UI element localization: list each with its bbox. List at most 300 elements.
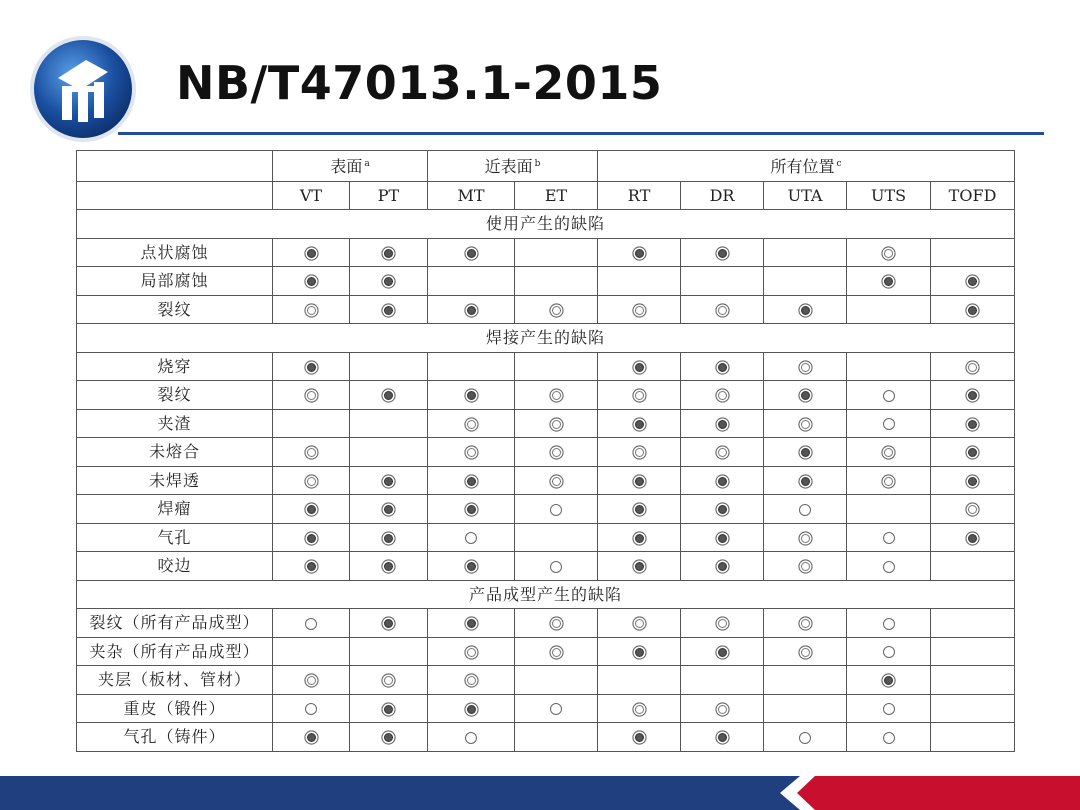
defect-label: 重皮（锻件） — [77, 694, 273, 723]
method-header: UTA — [764, 181, 847, 210]
mark-cell — [515, 381, 598, 410]
method-header-row — [77, 181, 1015, 210]
filled-dot-icon — [307, 534, 316, 543]
mark-cell — [350, 352, 428, 381]
mark-cell — [764, 694, 847, 723]
mark-cell — [847, 267, 931, 296]
filled-dot-icon — [801, 448, 810, 457]
mark-cell — [764, 352, 847, 381]
mark-cell — [681, 694, 764, 723]
filled-dot-icon — [635, 420, 644, 429]
mark-cell — [931, 637, 1015, 666]
mark-cell — [931, 523, 1015, 552]
group-header-surface: 表面 $^a$ — [273, 151, 428, 182]
title-rule — [118, 132, 1044, 135]
mark-cell — [598, 238, 681, 267]
mark-cell — [273, 523, 350, 552]
open-circle-icon — [883, 532, 895, 544]
double-circle-icon — [552, 448, 561, 457]
mark-cell — [764, 381, 847, 410]
open-circle-icon — [883, 646, 895, 658]
double-circle-icon — [801, 648, 810, 657]
filled-dot-icon — [307, 562, 316, 571]
section-title: 产品成型产生的缺陷 — [77, 580, 1015, 609]
mark-cell — [764, 552, 847, 581]
mark-cell — [931, 495, 1015, 524]
double-circle-icon — [718, 619, 727, 628]
filled-dot-icon — [718, 505, 727, 514]
filled-dot-icon — [307, 505, 316, 514]
filled-dot-icon — [801, 477, 810, 486]
mark-cell — [273, 552, 350, 581]
filled-dot-icon — [968, 477, 977, 486]
section-title: 使用产生的缺陷 — [77, 210, 1015, 239]
open-circle-icon — [883, 390, 895, 402]
filled-dot-icon — [968, 534, 977, 543]
defect-label: 未熔合 — [77, 438, 273, 467]
group-header-near-surface: 近表面 $^b$ — [428, 151, 598, 182]
mark-cell — [847, 466, 931, 495]
double-circle-icon — [635, 619, 644, 628]
mark-cell — [598, 295, 681, 324]
mark-cell — [273, 438, 350, 467]
open-circle-icon — [883, 703, 895, 715]
double-circle-icon — [884, 249, 893, 258]
corner-cell — [77, 181, 273, 210]
double-circle-icon — [384, 676, 393, 685]
mark-cell — [428, 609, 515, 638]
mark-cell — [764, 238, 847, 267]
mark-cell — [350, 381, 428, 410]
table-row — [77, 238, 1015, 267]
mark-cell — [598, 267, 681, 296]
filled-dot-icon — [884, 277, 893, 286]
mark-cell — [681, 438, 764, 467]
mark-cell — [350, 666, 428, 695]
defect-label: 气孔（铸件） — [77, 723, 273, 752]
double-circle-icon — [968, 505, 977, 514]
mark-cell — [428, 352, 515, 381]
filled-dot-icon — [968, 448, 977, 457]
defect-method-table — [76, 150, 1015, 752]
defect-label: 裂纹（所有产品成型） — [77, 609, 273, 638]
section-header-row — [77, 580, 1015, 609]
mark-cell — [515, 723, 598, 752]
mark-cell — [847, 523, 931, 552]
filled-dot-icon — [384, 477, 393, 486]
mark-cell — [598, 523, 681, 552]
filled-dot-icon — [801, 306, 810, 315]
mark-cell — [847, 666, 931, 695]
filled-dot-icon — [635, 534, 644, 543]
mark-cell — [515, 238, 598, 267]
filled-dot-icon — [384, 619, 393, 628]
mark-cell — [847, 352, 931, 381]
table-row — [77, 637, 1015, 666]
group-header-row — [77, 151, 1015, 182]
section-title: 焊接产生的缺陷 — [77, 324, 1015, 353]
mark-cell — [428, 495, 515, 524]
mark-cell — [598, 609, 681, 638]
mark-cell — [764, 295, 847, 324]
mark-cell — [764, 466, 847, 495]
mark-cell — [931, 723, 1015, 752]
mark-cell — [681, 466, 764, 495]
mark-cell — [598, 438, 681, 467]
mark-cell — [428, 238, 515, 267]
open-circle-icon — [883, 418, 895, 430]
mark-cell — [681, 609, 764, 638]
double-circle-icon — [552, 420, 561, 429]
mark-cell — [931, 609, 1015, 638]
filled-dot-icon — [467, 505, 476, 514]
double-circle-icon — [467, 420, 476, 429]
filled-dot-icon — [384, 277, 393, 286]
double-circle-icon — [467, 448, 476, 457]
double-circle-icon — [884, 448, 893, 457]
filled-dot-icon — [718, 648, 727, 657]
mark-cell — [428, 523, 515, 552]
double-circle-icon — [552, 306, 561, 315]
filled-dot-icon — [467, 306, 476, 315]
double-circle-icon — [307, 448, 316, 457]
double-circle-icon — [718, 448, 727, 457]
open-circle-icon — [550, 561, 562, 573]
filled-dot-icon — [718, 477, 727, 486]
double-circle-icon — [801, 534, 810, 543]
filled-dot-icon — [467, 619, 476, 628]
mark-cell — [681, 637, 764, 666]
mark-cell — [681, 267, 764, 296]
mark-cell — [764, 495, 847, 524]
filled-dot-icon — [801, 391, 810, 400]
filled-dot-icon — [467, 562, 476, 571]
defect-label: 裂纹 — [77, 295, 273, 324]
defect-label: 夹渣 — [77, 409, 273, 438]
double-circle-icon — [307, 306, 316, 315]
double-circle-icon — [467, 648, 476, 657]
method-header: ET — [515, 181, 598, 210]
mark-cell — [931, 381, 1015, 410]
filled-dot-icon — [718, 420, 727, 429]
mark-cell — [931, 238, 1015, 267]
mark-cell — [273, 466, 350, 495]
defect-label: 烧穿 — [77, 352, 273, 381]
mark-cell — [350, 495, 428, 524]
mark-cell — [931, 466, 1015, 495]
mark-cell — [931, 295, 1015, 324]
double-circle-icon — [718, 391, 727, 400]
mark-cell — [515, 609, 598, 638]
section-header-row — [77, 210, 1015, 239]
mark-cell — [681, 238, 764, 267]
mark-cell — [515, 694, 598, 723]
mark-cell — [515, 267, 598, 296]
mark-cell — [350, 552, 428, 581]
mark-cell — [764, 609, 847, 638]
filled-dot-icon — [384, 705, 393, 714]
filled-dot-icon — [467, 477, 476, 486]
method-header: RT — [598, 181, 681, 210]
mark-cell — [515, 409, 598, 438]
mark-cell — [681, 495, 764, 524]
table-row — [77, 466, 1015, 495]
table-row — [77, 409, 1015, 438]
mark-cell — [515, 352, 598, 381]
filled-dot-icon — [307, 277, 316, 286]
filled-dot-icon — [635, 648, 644, 657]
method-header: VT — [273, 181, 350, 210]
mark-cell — [350, 466, 428, 495]
mark-cell — [350, 523, 428, 552]
mark-cell — [681, 523, 764, 552]
double-circle-icon — [552, 619, 561, 628]
filled-dot-icon — [467, 249, 476, 258]
mark-cell — [764, 523, 847, 552]
open-circle-icon — [799, 504, 811, 516]
mark-cell — [273, 381, 350, 410]
filled-dot-icon — [467, 705, 476, 714]
defect-label: 局部腐蚀 — [77, 267, 273, 296]
open-circle-icon — [465, 532, 477, 544]
mark-cell — [515, 495, 598, 524]
mark-cell — [681, 409, 764, 438]
filled-dot-icon — [384, 534, 393, 543]
double-circle-icon — [718, 306, 727, 315]
double-circle-icon — [552, 648, 561, 657]
mark-cell — [764, 267, 847, 296]
mark-cell — [847, 637, 931, 666]
mark-cell — [428, 438, 515, 467]
filled-dot-icon — [467, 391, 476, 400]
mark-cell — [598, 352, 681, 381]
mark-cell — [515, 666, 598, 695]
table-row — [77, 295, 1015, 324]
open-circle-icon — [305, 703, 317, 715]
filled-dot-icon — [384, 505, 393, 514]
mark-cell — [764, 409, 847, 438]
mark-cell — [273, 267, 350, 296]
open-circle-icon — [883, 618, 895, 630]
method-header: PT — [350, 181, 428, 210]
defect-label: 裂纹 — [77, 381, 273, 410]
table-row — [77, 694, 1015, 723]
mark-cell — [847, 694, 931, 723]
mark-cell — [598, 466, 681, 495]
mark-cell — [273, 495, 350, 524]
double-circle-icon — [801, 420, 810, 429]
method-header: MT — [428, 181, 515, 210]
table-row — [77, 523, 1015, 552]
mark-cell — [273, 295, 350, 324]
open-circle-icon — [305, 618, 317, 630]
filled-dot-icon — [718, 534, 727, 543]
open-circle-icon — [799, 732, 811, 744]
mark-cell — [764, 438, 847, 467]
mark-cell — [350, 637, 428, 666]
mark-cell — [515, 552, 598, 581]
mark-cell — [931, 438, 1015, 467]
open-circle-icon — [550, 504, 562, 516]
method-header: TOFD — [931, 181, 1015, 210]
mark-cell — [847, 438, 931, 467]
mark-cell — [681, 723, 764, 752]
double-circle-icon — [635, 705, 644, 714]
mark-cell — [931, 352, 1015, 381]
mark-cell — [428, 552, 515, 581]
mark-cell — [598, 409, 681, 438]
open-circle-icon — [465, 732, 477, 744]
defect-label: 气孔 — [77, 523, 273, 552]
mark-cell — [847, 609, 931, 638]
double-circle-icon — [467, 676, 476, 685]
method-header: UTS — [847, 181, 931, 210]
filled-dot-icon — [884, 676, 893, 685]
filled-dot-icon — [307, 363, 316, 372]
filled-dot-icon — [635, 562, 644, 571]
page-title: NB/T47013.1-2015 — [176, 56, 663, 110]
defect-label: 夹层（板材、管材） — [77, 666, 273, 695]
mark-cell — [598, 723, 681, 752]
mark-cell — [515, 523, 598, 552]
mark-cell — [273, 238, 350, 267]
mark-cell — [847, 552, 931, 581]
filled-dot-icon — [307, 733, 316, 742]
double-circle-icon — [801, 562, 810, 571]
filled-dot-icon — [968, 420, 977, 429]
mark-cell — [764, 723, 847, 752]
table-row — [77, 381, 1015, 410]
group-header-all-positions: 所有位置 $^c$ — [598, 151, 1015, 182]
mark-cell — [764, 666, 847, 695]
mark-cell — [350, 609, 428, 638]
mark-cell — [847, 238, 931, 267]
mark-cell — [681, 295, 764, 324]
mark-cell — [931, 409, 1015, 438]
filled-dot-icon — [718, 562, 727, 571]
table-row — [77, 438, 1015, 467]
table-row — [77, 723, 1015, 752]
filled-dot-icon — [635, 505, 644, 514]
mark-cell — [847, 495, 931, 524]
mark-cell — [764, 637, 847, 666]
double-circle-icon — [884, 477, 893, 486]
table-row — [77, 352, 1015, 381]
defect-label: 点状腐蚀 — [77, 238, 273, 267]
mark-cell — [515, 637, 598, 666]
defect-label: 未焊透 — [77, 466, 273, 495]
mark-cell — [681, 352, 764, 381]
mark-cell — [598, 637, 681, 666]
double-circle-icon — [307, 391, 316, 400]
defect-label: 夹杂（所有产品成型） — [77, 637, 273, 666]
mark-cell — [428, 295, 515, 324]
mark-cell — [428, 381, 515, 410]
filled-dot-icon — [718, 363, 727, 372]
table-row — [77, 495, 1015, 524]
filled-dot-icon — [635, 733, 644, 742]
mark-cell — [273, 409, 350, 438]
corner-cell — [77, 151, 273, 182]
open-circle-icon — [883, 561, 895, 573]
mark-cell — [598, 552, 681, 581]
mark-cell — [847, 723, 931, 752]
footer-band — [0, 774, 1080, 810]
filled-dot-icon — [968, 391, 977, 400]
filled-dot-icon — [384, 306, 393, 315]
table-row — [77, 666, 1015, 695]
filled-dot-icon — [635, 249, 644, 258]
mark-cell — [350, 438, 428, 467]
double-circle-icon — [718, 705, 727, 714]
mark-cell — [350, 295, 428, 324]
method-header: DR — [681, 181, 764, 210]
mark-cell — [273, 694, 350, 723]
company-logo-icon — [28, 34, 138, 144]
filled-dot-icon — [635, 477, 644, 486]
double-circle-icon — [635, 448, 644, 457]
filled-dot-icon — [968, 277, 977, 286]
mark-cell — [428, 466, 515, 495]
double-circle-icon — [307, 477, 316, 486]
double-circle-icon — [552, 477, 561, 486]
mark-cell — [847, 409, 931, 438]
table-body — [77, 210, 1015, 752]
double-circle-icon — [968, 363, 977, 372]
double-circle-icon — [801, 363, 810, 372]
mark-cell — [515, 466, 598, 495]
mark-cell — [847, 381, 931, 410]
mark-cell — [681, 666, 764, 695]
mark-cell — [350, 694, 428, 723]
filled-dot-icon — [968, 306, 977, 315]
mark-cell — [350, 267, 428, 296]
mark-cell — [273, 352, 350, 381]
mark-cell — [428, 666, 515, 695]
mark-cell — [515, 438, 598, 467]
filled-dot-icon — [384, 733, 393, 742]
section-header-row — [77, 324, 1015, 353]
mark-cell — [931, 666, 1015, 695]
mark-cell — [273, 723, 350, 752]
mark-cell — [428, 637, 515, 666]
filled-dot-icon — [384, 391, 393, 400]
mark-cell — [350, 238, 428, 267]
double-circle-icon — [801, 619, 810, 628]
filled-dot-icon — [718, 733, 727, 742]
mark-cell — [847, 295, 931, 324]
mark-cell — [428, 694, 515, 723]
mark-cell — [681, 381, 764, 410]
filled-dot-icon — [635, 363, 644, 372]
mark-cell — [428, 267, 515, 296]
mark-cell — [515, 295, 598, 324]
mark-cell — [273, 666, 350, 695]
mark-cell — [931, 267, 1015, 296]
mark-cell — [428, 723, 515, 752]
mark-cell — [598, 694, 681, 723]
table-row — [77, 267, 1015, 296]
double-circle-icon — [635, 391, 644, 400]
mark-cell — [350, 723, 428, 752]
filled-dot-icon — [718, 249, 727, 258]
open-circle-icon — [550, 703, 562, 715]
mark-cell — [598, 666, 681, 695]
double-circle-icon — [307, 676, 316, 685]
mark-cell — [428, 409, 515, 438]
filled-dot-icon — [384, 562, 393, 571]
open-circle-icon — [883, 732, 895, 744]
